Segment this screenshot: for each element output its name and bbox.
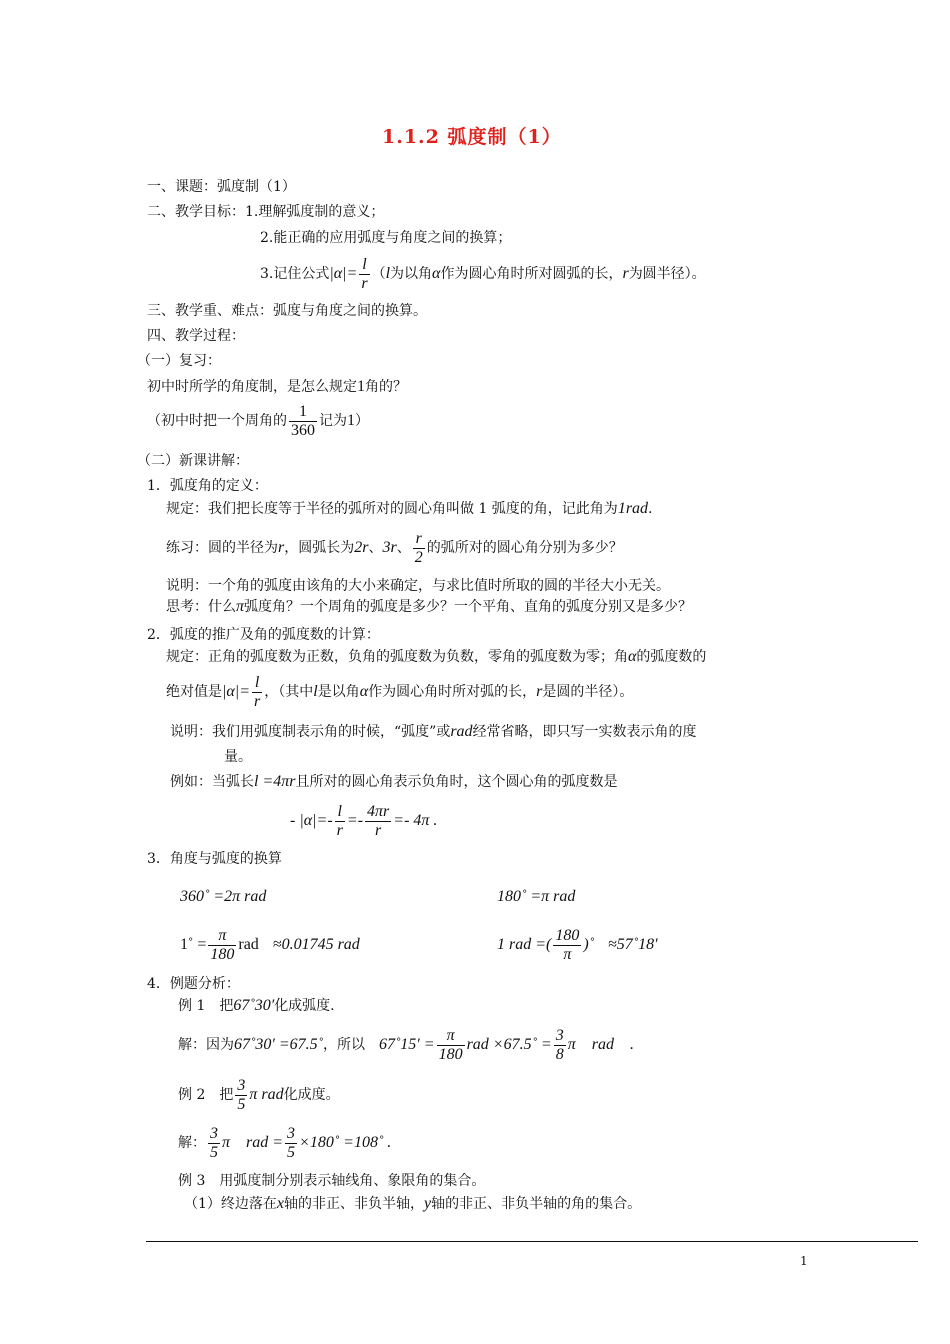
example-equation: - |α|=- $\frac{l}{r}$ =- $\frac{4\pi r}{r}$ =- 4π . [290,802,438,839]
conversion-360: 360˚ =2π rad [180,888,267,905]
conversion-180: 180˚ =π rad [497,888,576,905]
footer-divider [146,1241,918,1242]
page-title: 1.1.2 弧度制（1） [382,126,562,148]
example-3: 例 3 用弧度制分别表示轴线角、象限角的集合。 [178,1173,486,1189]
review-heading: （一）复习： [137,353,221,369]
page-number: 1 [800,1254,808,1268]
example-1: 例 1 把67˚30′化成弧度. [178,997,335,1014]
section-4-heading: 4．例题分析： [147,976,240,992]
explanation-1: 说明：一个角的弧度由该角的大小来确定，与求比值时所取的圆的半径大小无关。 [166,578,670,594]
new-lesson-heading: （二）新课讲解： [137,453,249,469]
review-question: 初中时所学的角度制，是怎么规定1角的？ [147,378,407,395]
explanation-2-cont: 量。 [224,749,252,765]
process-heading: 四、教学过程： [147,328,245,344]
conversion-1-degree: 1˚ = $\frac{\pi}{180}$ rad ≈0.01745 rad [180,926,360,963]
absolute-value-formula: 绝对值是|α|= $\frac{l}{r}$ ，（其中l是以角α作为圆心角时所对弧的长，r是圆的半径）。 [166,673,634,710]
exercise: 练习：圆的半径为r，圆弧长为2r、3r、 $\frac{r}{2}$ 的弧所对的圆心角分别为多少？ [166,529,623,566]
teaching-goal-3: 3.记住公式|α|= $\frac{l}{r}$ （l为以角α作为圆心角时所对圆弧的长，r为圆半径）。 [260,255,706,292]
sign-rule: 规定：正角的弧度数为正数，负角的弧度数为负数，零角的弧度数为零；角α的弧度数的 [166,648,707,665]
thinking-question: 思考：什么π弧度角？一个周角的弧度是多少？一个平角、直角的弧度分别又是多少？ [166,598,693,615]
solution-2: 解： $\frac{3}{5}$ π rad = $\frac{3}{5}$ ×180˚ =108˚ . [178,1124,392,1161]
example-2: 例 2 把 $\frac{3}{5}$ π rad化成度。 [178,1076,340,1113]
teaching-goal-1: 二、教学目标：1.理解弧度制的意义； [147,204,385,220]
solution-1: 解：因为67˚30′ =67.5˚，所以 67˚15′ = $\frac{\pi}{180}$ rad ×67.5˚ = $\frac{3}{8}$ π rad . [178,1026,634,1063]
teaching-goal-2: 2.能正确的应用弧度与角度之间的换算； [260,230,512,246]
key-points: 三、教学重、难点：弧度与角度之间的换算。 [147,303,427,319]
review-answer: （初中时把一个周角的 $\frac{1}{360}$ 记为1） [147,402,369,439]
section-2-heading: 2．弧度的推广及角的弧度数的计算： [147,627,380,643]
explanation-2: 说明：我们用弧度制表示角的时候，“弧度”或rad经常省略，即只写一实数表示角的度 [170,723,697,740]
example-intro: 例如：当弧长l =4πr且所对的圆心角表示负角时，这个圆心角的弧度数是 [170,773,618,790]
course-topic: 一、课题：弧度制（1） [147,179,296,195]
radian-definition: 规定：我们把长度等于半径的弧所对的圆心角叫做 1 弧度的角，记此角为1rad. [166,500,653,517]
section-3-heading: 3．角度与弧度的换算 [147,851,282,867]
conversion-1-rad: 1 rad =( $\frac{180}{\pi}$ )˚ ≈57˚18′ [497,926,658,963]
section-1-heading: 1．弧度角的定义： [147,478,268,494]
example-3-part-1: （1）终边落在x轴的非正、非负半轴，y轴的非正、非负半轴的角的集合。 [184,1195,642,1212]
